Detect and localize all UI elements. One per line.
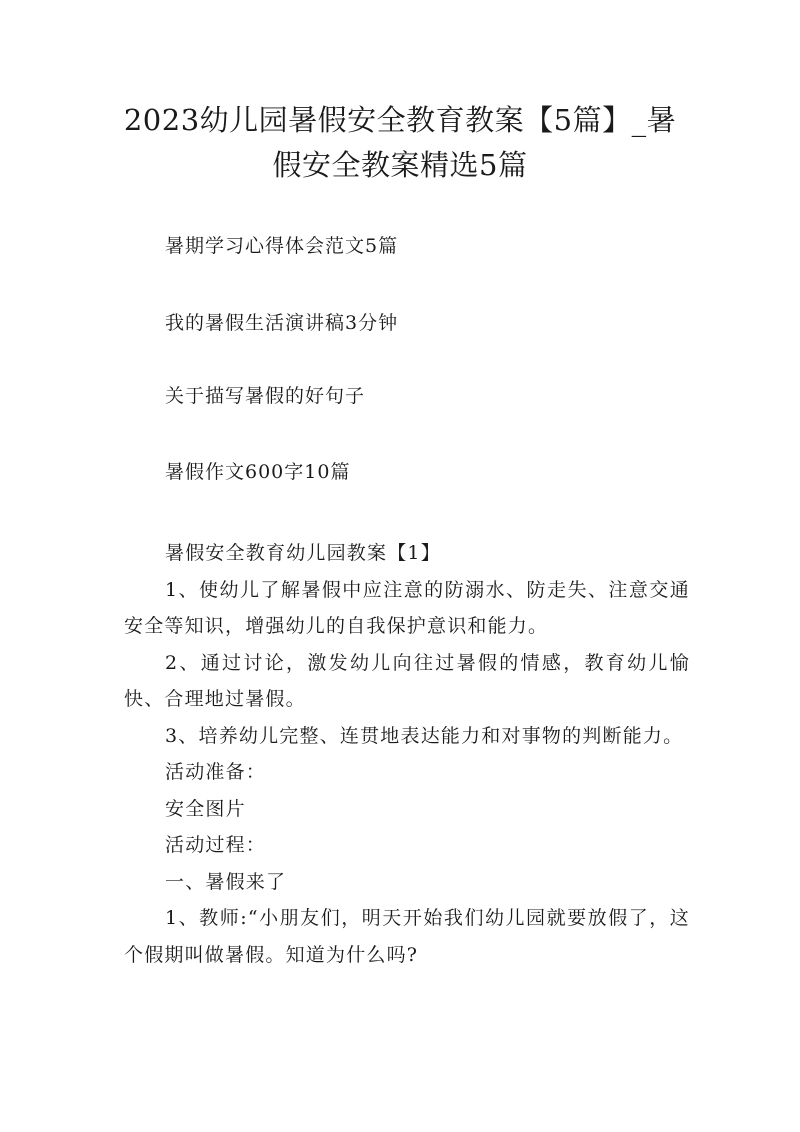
related-link[interactable]: 我的暑假生活演讲稿3分钟 (165, 312, 399, 334)
title-line-1: 2023幼儿园暑假安全教育教案【5篇】_暑 (123, 103, 677, 137)
related-link[interactable]: 暑期学习心得体会范文5篇 (165, 235, 399, 257)
body-paragraph: 一、暑假来了 (165, 870, 287, 893)
body-paragraph: 安全图片 (165, 797, 246, 820)
body-paragraph: 活动过程： (165, 834, 267, 856)
body-paragraph: 1、教师:“小朋友们，明天开始我们幼儿园就要放假了，这个假期叫做暑假。知道为什么吗? (124, 907, 690, 966)
body-paragraph: 3、培养幼儿完整、连贯地表达能力和对事物的判断能力。 (165, 724, 684, 747)
body-paragraph: 1、使幼儿了解暑假中应注意的防溺水、防走失、注意交通安全等知识，增强幼儿的自我保护意识和能力。 (124, 578, 690, 637)
section-heading: 暑假安全教育幼儿园教案【1】 (165, 542, 441, 564)
title-line-2: 假安全教案精选5篇 (272, 148, 528, 182)
document-title (100, 98, 700, 188)
body-paragraph: 活动准备： (165, 761, 267, 783)
body-paragraph: 2、通过讨论，激发幼儿向往过暑假的情感，教育幼儿愉快、合理地过暑假。 (124, 651, 690, 710)
document-body (124, 535, 690, 973)
related-link[interactable]: 暑假作文600字10篇 (165, 461, 351, 483)
related-link[interactable]: 关于描写暑假的好句子 (165, 385, 366, 407)
